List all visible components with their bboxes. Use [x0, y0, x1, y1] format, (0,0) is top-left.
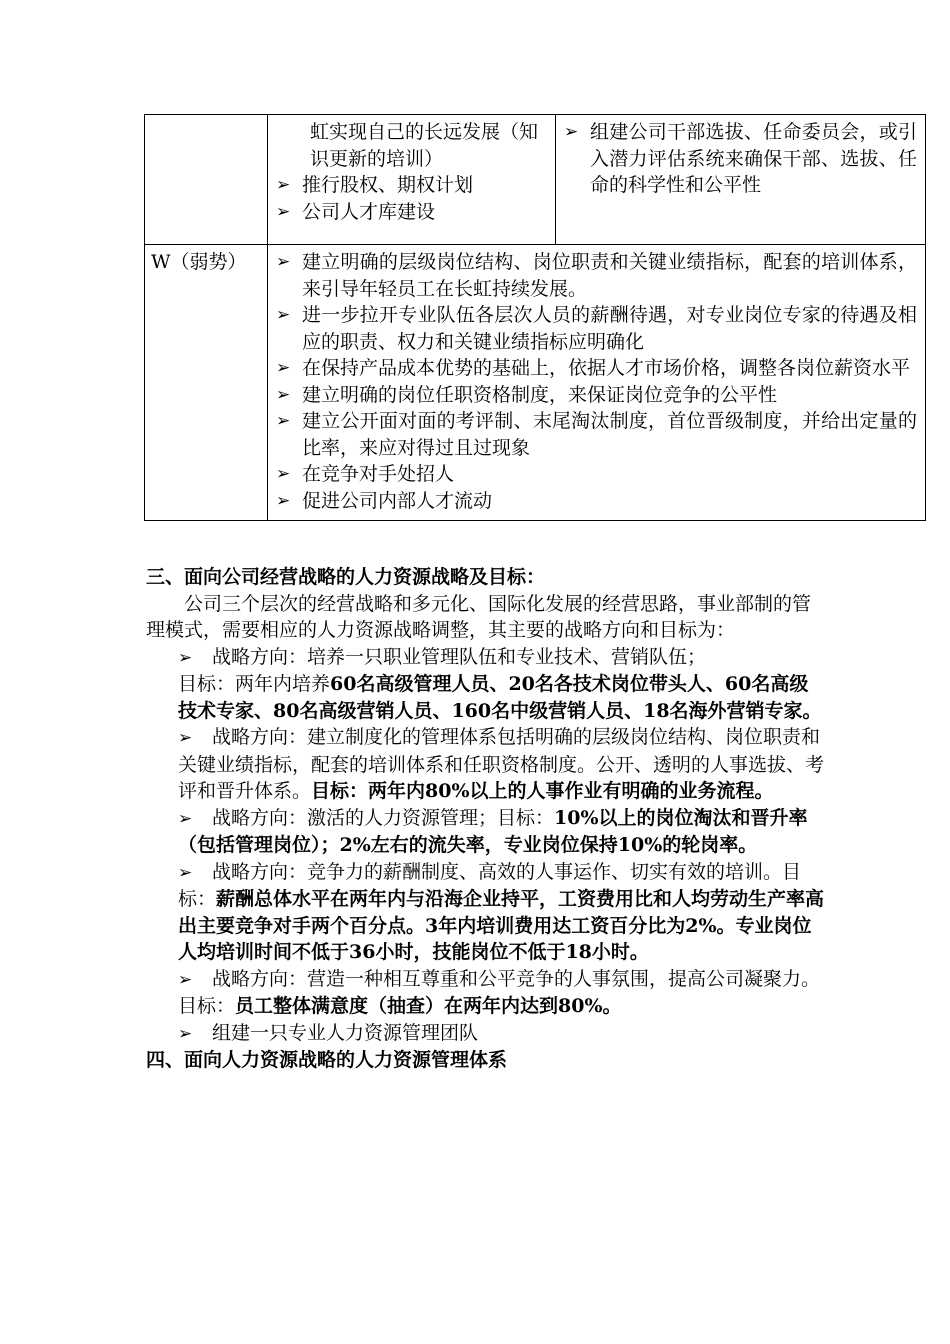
list-item: ➢ 建立公开面对面的考评制、末尾淘汰制度，首位晋级制度，并给出定量的比率，来应对得过且过现象 [268, 408, 925, 461]
strategy-direction: 战略方向：激活的人力资源管理；目标： [212, 806, 555, 829]
bullet-list [268, 249, 925, 514]
goal-text: 目标：两年内80%以上的人事作业有明确的业务流程。 [311, 780, 774, 802]
strategy-cell [268, 115, 556, 245]
goal-text: 10%以上的岗位淘汰和晋升率（包括管理岗位）；2%左右的流失率，专业岗位保持10%的轮岗率。 [178, 806, 808, 856]
goal-text: 薪酬总体水平在两年内与沿海企业持平，工资费用比和人均劳动生产率高出主要竞争对手两个百分点。3年内培训费用达工资百分比为2%。专业岗位人均培训时间不低于36小时，技能岗位不低于18小时。 [178, 888, 825, 963]
arrow-bullet-icon: ➢ [178, 728, 193, 748]
strategy-cell [556, 115, 926, 245]
list-item: ➢ 建立明确的岗位任职资格制度，来保证岗位竞争的公平性 [268, 382, 925, 409]
strategy-item-6 [146, 1020, 826, 1048]
swot-table [144, 114, 926, 521]
list-item: ➢ 在竞争对手处招人 [268, 461, 925, 488]
strategy-direction: 战略方向：建立制度化的管理体系包括明确的层级岗位结构、岗位职责和关键业绩指标，配套的培训体系和任职资格制度。公开、透明的人事选拔、考评和晋升体系。 [178, 726, 825, 802]
strategy-goal-1 [146, 671, 826, 724]
strategy-direction: 组建一只专业人力资源管理团队 [212, 1021, 479, 1044]
strategy-item-2 [146, 724, 826, 805]
goal-label: 目标：两年内培养 [178, 673, 331, 695]
bullet-list [268, 172, 555, 225]
strategy-item-4 [146, 859, 826, 966]
strategy-direction: 战略方向：培养一只职业管理队伍和专业技术、营销队伍； [212, 645, 707, 668]
strategy-item-1 [146, 644, 826, 672]
arrow-bullet-icon: ➢ [178, 969, 193, 990]
list-item: ➢ 推行股权、期权计划 [268, 172, 555, 199]
list-item: ➢ 进一步拉开专业队伍各层次人员的薪酬待遇，对专业岗位专家的待遇及相应的职责、权力和关键业绩指标应明确化 [268, 302, 925, 355]
arrow-bullet-icon: ➢ [178, 862, 193, 883]
continued-text: 虹实现自己的长远发展（知识更新的培训） [310, 121, 539, 170]
table-row [145, 245, 926, 521]
goal-text: 60名高级管理人员、20名各技术岗位带头人、60名高级技术专家、80名高级营销人员、160名中级营销人员、18名海外营销专家。 [178, 673, 822, 722]
list-item: ➢ 建立明确的层级岗位结构、岗位职责和关键业绩指标，配套的培训体系，来引导年轻员工在长虹持续发展。 [268, 249, 925, 302]
strategy-direction: 战略方向：竞争力的薪酬制度、高效的人事运作、切实有效的培训。目标： [178, 860, 802, 910]
list-item: ➢ 促进公司内部人才流动 [268, 488, 925, 515]
section-3 [146, 564, 826, 1074]
strategy-direction: 战略方向：营造一种相互尊重和公平竞争的人事氛围，提高公司凝聚力。目标： [178, 967, 821, 1017]
arrow-bullet-icon: ➢ [178, 647, 193, 668]
row-label-cell [145, 115, 268, 245]
list-item: ➢ 在保持产品成本优势的基础上，依据人才市场价格，调整各岗位薪资水平 [268, 355, 925, 382]
arrow-bullet-icon: ➢ [178, 1023, 193, 1044]
strategy-item-5 [146, 966, 826, 1020]
list-item: ➢ 组建公司干部选拔、任命委员会，或引入潜力评估系统来确保干部、选拔、任命的科学性和公平性 [556, 119, 925, 199]
table-row [145, 115, 926, 245]
goal-text: 员工整体满意度（抽查）在两年内达到80%。 [235, 995, 622, 1017]
row-label-weakness: W（弱势） [145, 245, 268, 521]
arrow-bullet-icon: ➢ [178, 808, 193, 829]
bullet-list [556, 119, 925, 199]
section-4-heading: 四、面向人力资源战略的人力资源管理体系 [146, 1049, 508, 1071]
weakness-strategies-cell [268, 245, 926, 521]
section-3-intro: 公司三个层次的经营战略和多元化、国际化发展的经营思路，事业部制的管理模式，需要相应的人力资源战略调整，其主要的战略方向和目标为： [146, 592, 812, 641]
section-3-heading: 三、面向公司经营战略的人力资源战略及目标： [146, 566, 546, 588]
list-item: ➢ 公司人才库建设 [268, 199, 555, 226]
strategy-item-3 [146, 805, 826, 859]
